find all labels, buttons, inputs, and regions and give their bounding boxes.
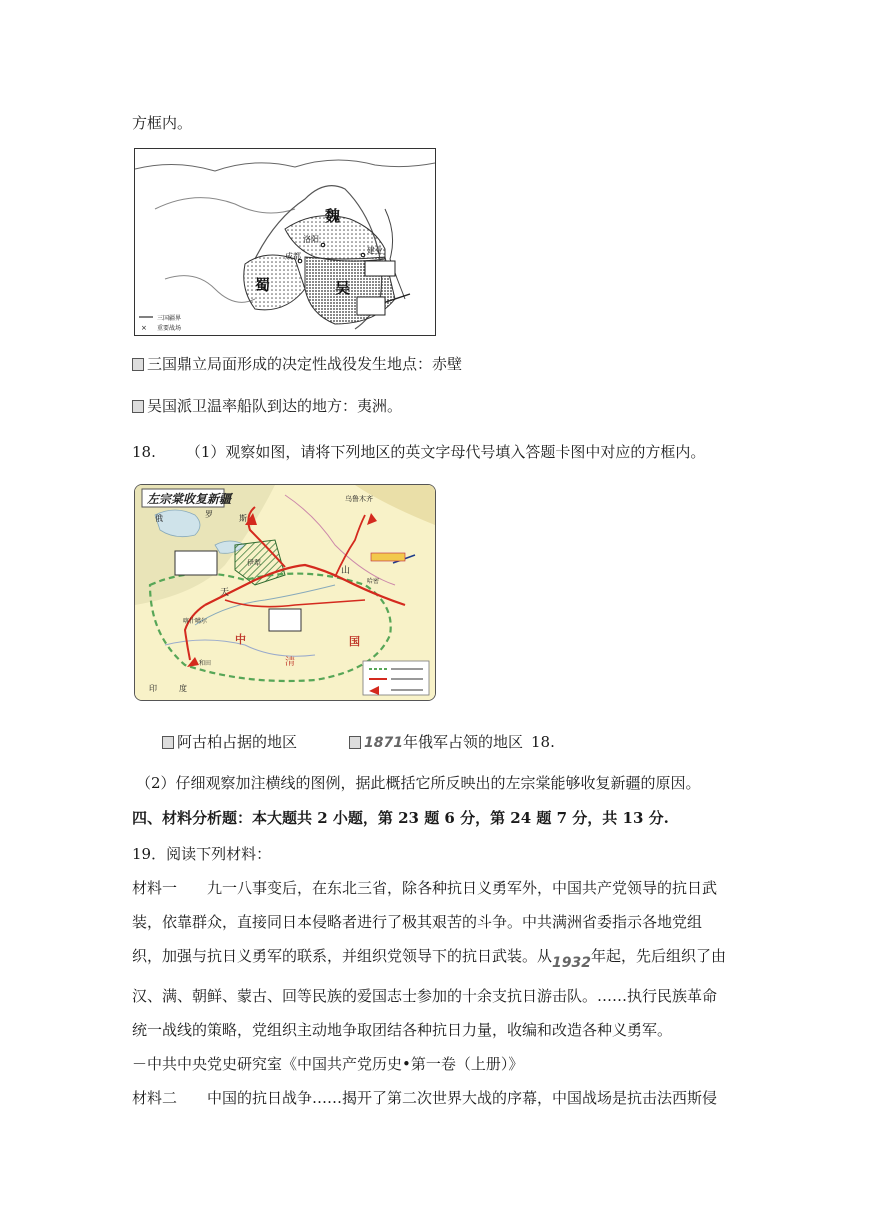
material-1-line-3: 织，加强与抗日义勇军的联系，并组织党领导下的抗日武装。从1932年起，先后组织了由 [132,947,726,971]
label-luoyang: 洛阳 [303,235,319,244]
label-kashi: 喀什噶尔 [183,618,208,625]
material-1-line-4: 汉、满、朝鲜、蒙古、回等民族的爱国志士参加的十余支抗日游击队。……执行民族革命 [132,987,718,1005]
label-jianye: 建业 [367,246,383,255]
three-kingdoms-map-drawing [135,149,435,335]
section-4-heading: 四、材料分析题：本大题共 2 小题，第 23 题 6 分，第 24 题 7 分，共 13 分. [132,809,669,827]
label-yili: 伊犁 [247,559,261,567]
label-country: 国 [349,635,360,648]
label-hetian: 和田 [199,660,212,667]
label-wulumuqi: 乌鲁木齐 [345,495,373,503]
xinjiang-map [134,484,436,701]
question-18-part-2: （2）仔细观察加注横线的图例，据此概括它所反映出的左宗棠能够收复新疆的原因。 [136,774,701,792]
placeholder-glyph-icon [162,736,174,749]
label-wu: 吴 [335,279,351,297]
battle-cross-icon: × [141,324,147,332]
map-title: 左宗棠收复新疆 [147,492,232,506]
label-russia-1: 俄 [155,514,163,523]
three-kingdoms-map [134,148,436,336]
label-hami: 哈密 [367,578,380,585]
material-1-line-5: 统一战线的策略，党组织主动地争取团结各种抗日力量，收编和改造各种义勇军。 [132,1021,673,1039]
label-russia-3: 斯 [239,514,247,523]
label-yindu-1: 印 [149,684,157,693]
label-qing: 清 [285,657,295,668]
top-line: 方框内。 [132,114,193,132]
options-line: 阿古柏占据的地区 1871年俄军占领的地区 18. [162,732,555,753]
label-shan: 山 [341,566,351,576]
material-1-source: －中共中央党史研究室《中国共产党历史•第一卷（上册）》 [132,1055,524,1073]
material-1-line-2: 装，依靠群众，直接同日本侵略者进行了极其艰苦的斗争。中共满洲省委指示各地党组 [132,913,703,931]
question-18: 18. （1）观察如图，请将下列地区的英文字母代号填入答题卡图中对应的方框内。 [132,443,706,461]
legend-border: 三国疆界 [157,315,182,322]
material-1-line-1: 材料一 九一八事变后，在东北三省，除各种抗日义勇军外，中国共产党领导的抗日武 [132,879,718,897]
label-chengdu: 成都 [285,252,301,261]
item-a: 三国鼎立局面形成的决定性战役发生地点：赤壁 [132,354,462,374]
xinjiang-map-drawing [135,485,435,700]
item-b: 吴国派卫温率船队到达的地方：夷洲。 [132,396,402,416]
label-shu: 蜀 [255,276,271,294]
legend-battle: 重要战场 [157,325,182,332]
label-yindu-2: 度 [179,684,187,693]
placeholder-glyph-icon [132,400,144,413]
material-2-line-1: 材料二 中国的抗日战争……揭开了第二次世界大战的序幕，中国战场是抗击法西斯侵 [132,1089,718,1107]
placeholder-glyph-icon [349,736,361,749]
placeholder-glyph-icon [132,358,144,371]
question-19: 19．阅读下列材料： [132,845,272,863]
label-wei: 魏 [325,207,341,225]
label-tianshan: 天 [220,588,230,598]
label-russia-2: 罗 [205,510,213,519]
label-china: 中 [235,633,246,646]
